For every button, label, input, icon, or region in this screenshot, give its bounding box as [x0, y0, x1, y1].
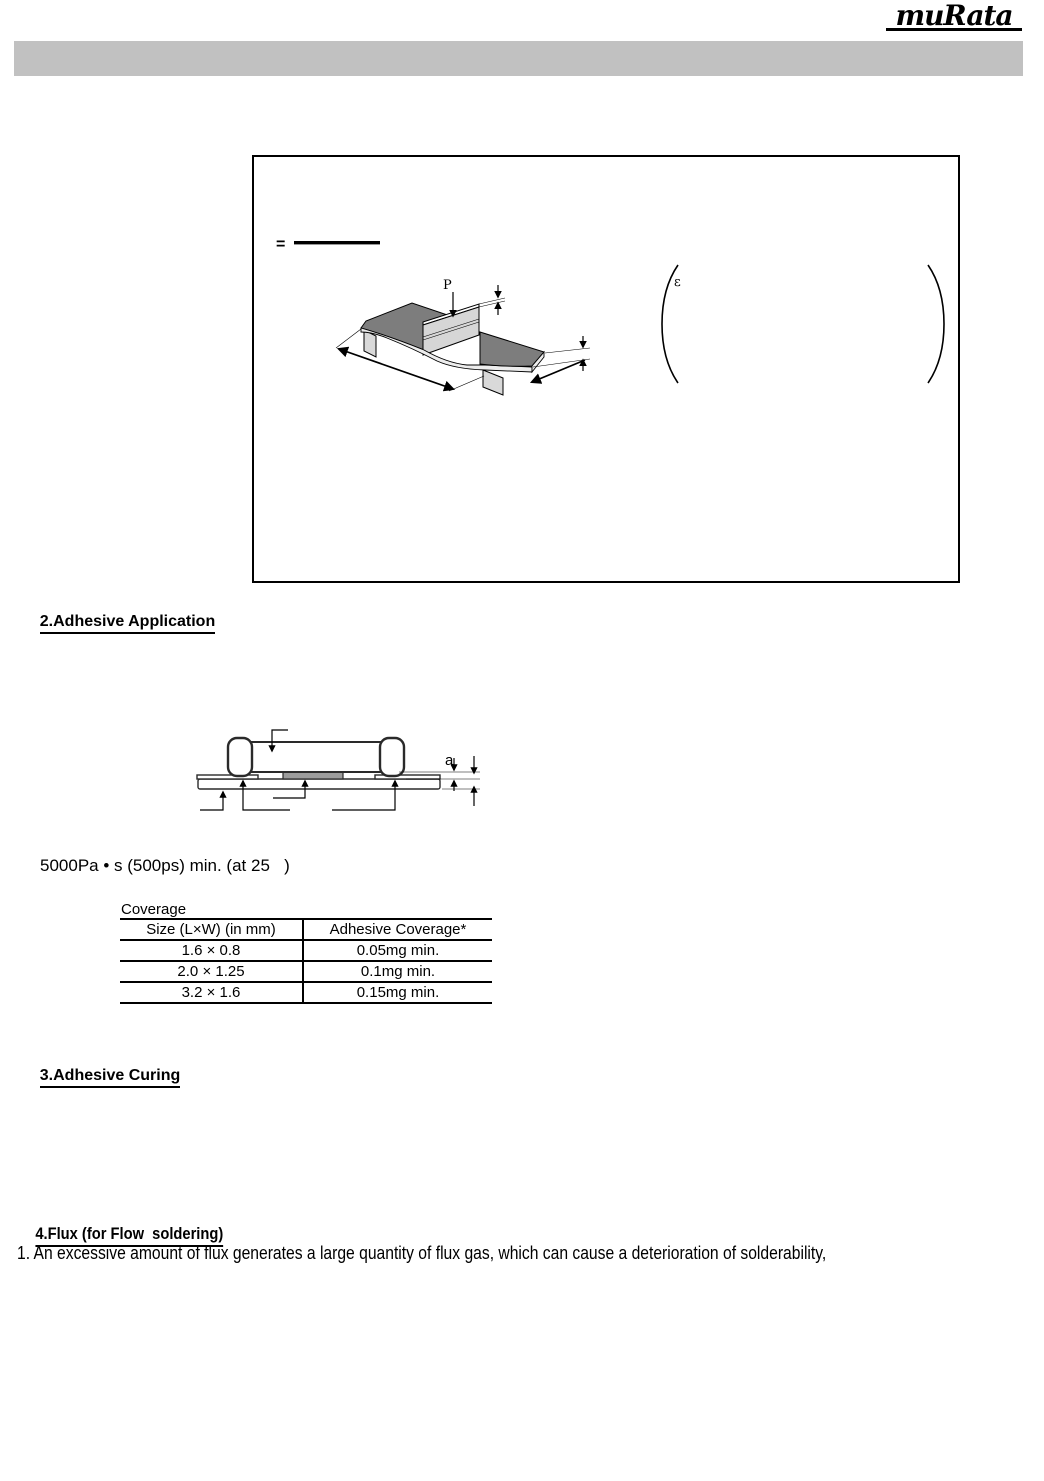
section-title: 4.Flux (for Flow soldering): [35, 1224, 223, 1247]
adhesive-application-diagram: [192, 718, 492, 818]
fraction-bar: [294, 241, 380, 244]
epsilon-label: ε: [674, 275, 681, 290]
table-row: [120, 982, 492, 1003]
section-title: 3.Adhesive Curing: [40, 1067, 180, 1088]
adhesive-dot: [283, 772, 343, 779]
equation-equals: =: [276, 236, 286, 253]
viscosity-note: 5000Pa • s (500ps) min. (at 25 ): [40, 856, 290, 875]
table-header-row: [120, 919, 492, 940]
flux-note: 1. An excessive amount of flux generates a large quantity of flux gas, which can cause a deterioration of solderability,: [17, 1243, 827, 1263]
bending-test-diagram: [254, 157, 958, 581]
size-cell: 3.2 × 1.6: [120, 982, 303, 1003]
right-parenthesis: [928, 265, 944, 383]
board-right-panel: [480, 332, 544, 366]
coverage-cell: 0.05mg min.: [303, 940, 492, 961]
chip-body: [237, 742, 397, 772]
murata-logo: muRata: [886, 2, 1022, 31]
size-cell: 1.6 × 0.8: [120, 940, 303, 961]
right-support: [483, 370, 503, 395]
column-header-coverage: Adhesive Coverage*: [303, 919, 492, 940]
span-dimension-arrow: [339, 349, 453, 389]
section-adhesive-application: [22, 595, 215, 652]
table-row: [120, 940, 492, 961]
thickness-label: a: [445, 752, 454, 769]
force-label: P: [443, 278, 452, 293]
section-adhesive-curing: [22, 1049, 180, 1106]
left-termination: [228, 738, 252, 776]
table-row: [120, 961, 492, 982]
bend-sketch: [336, 278, 590, 395]
coverage-cell: 0.15mg min.: [303, 982, 492, 1003]
coverage-caption: Coverage: [121, 901, 187, 918]
section-title: 2.Adhesive Application: [40, 613, 215, 634]
left-land: [197, 775, 258, 779]
bending-figure-box: [252, 155, 960, 583]
right-termination: [380, 738, 404, 776]
coverage-cell: 0.1mg min.: [303, 961, 492, 982]
coverage-table: [120, 918, 492, 1004]
size-cell: 2.0 × 1.25: [120, 961, 303, 982]
column-header-size: Size (L×W) (in mm): [120, 919, 303, 940]
header-bar: [14, 41, 1023, 76]
substrate: [198, 779, 440, 789]
substrate-leader: [200, 792, 223, 810]
